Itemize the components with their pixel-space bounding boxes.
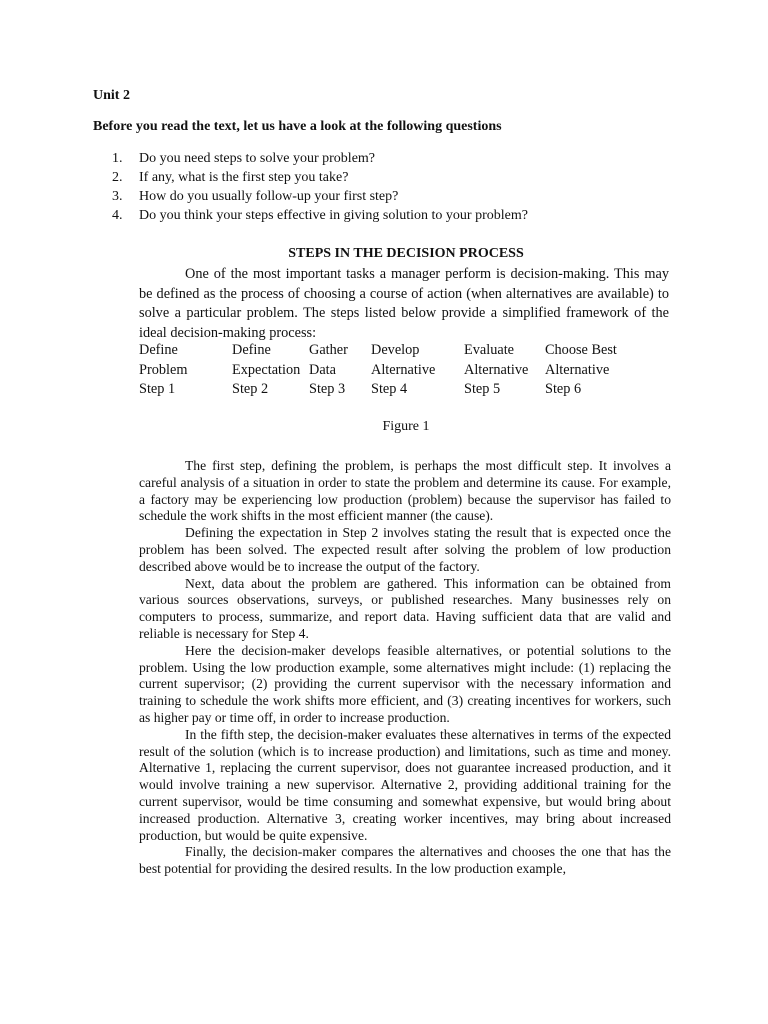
question-text: Do you need steps to solve your problem? xyxy=(139,151,376,166)
steps-cell: Alternative xyxy=(545,361,610,378)
question-item xyxy=(112,206,712,225)
steps-cell: Define xyxy=(232,342,271,358)
question-number: 2. xyxy=(112,170,123,185)
steps-cell: Develop xyxy=(371,342,420,358)
steps-table xyxy=(139,341,635,400)
question-number: 3. xyxy=(112,189,123,204)
steps-row-action xyxy=(139,341,635,361)
steps-cell: Step 2 xyxy=(232,381,269,397)
steps-row-object xyxy=(139,361,635,381)
body-paragraph: Next, data about the problem are gathered. This information can be obtained from various sources observations, surveys, or published researches. Many businesses rely on computers to process, summarize, and report data. Having sufficient data that are valid and reliable is necessary for Step 4. xyxy=(139,575,671,641)
steps-cell: Data xyxy=(309,361,336,378)
body-text xyxy=(139,458,671,878)
question-item xyxy=(112,187,712,206)
question-text: If any, what is the first step you take? xyxy=(139,170,349,185)
body-paragraph: Finally, the decision-maker compares the alternatives and chooses the one that has the best potential for providing the desired results. In the low production example, xyxy=(139,844,671,877)
body-paragraph: Defining the expectation in Step 2 involves stating the result that is expected once the problem has been solved. The expected result after solving the problem of low production described above would be to increase the output of the factory. xyxy=(139,525,671,574)
question-list xyxy=(112,149,712,225)
body-paragraph: Here the decision-maker develops feasible alternatives, or potential solutions to the problem. Using the low production example, some alternatives might include: (1) replacing the current supervisor; (2) providing the current supervisor with the necessary information and training to schedule the work shifts more efficient, and (3) creating incentives for workers, such as higher pay or time off, in order to increase production. xyxy=(139,642,671,725)
question-text: How do you usually follow-up your first step? xyxy=(139,189,399,204)
body-paragraph: In the fifth step, the decision-maker evaluates these alternatives in terms of the expected result of the solution (which is to increase production) and limitations, such as time and money. Alternative 1, replacing the current supervisor, does not guarantee increased production, and it would involve training a new supervisor. Alternative 2, providing additional training for the current supervisor, would be time consuming and somewhat expensive, but would bring about increased production. Alternative 3, creating worker incentives, may bring about increased production, but would be quite expensive. xyxy=(139,726,671,843)
question-number: 4. xyxy=(112,208,123,223)
steps-cell: Alternative xyxy=(464,361,529,378)
steps-row-number xyxy=(139,380,635,400)
figure-caption: Figure 1 xyxy=(382,419,430,434)
question-number: 1. xyxy=(112,151,123,166)
steps-cell: Gather xyxy=(309,342,348,358)
steps-cell: Step 6 xyxy=(545,381,582,397)
body-paragraph: The first step, defining the problem, is perhaps the most difficult step. It involves a careful analysis of a situation in order to state the problem and determine its cause. For example, a factory may be experiencing low production (problem) because the supervisor has failed to schedule the work shifts in the most efficient manner (the cause). xyxy=(139,458,671,524)
question-text: Do you think your steps effective in giving solution to your problem? xyxy=(139,208,528,223)
steps-cell: Define xyxy=(139,342,178,358)
unit-title: Unit 2 xyxy=(93,88,130,103)
steps-cell: Step 5 xyxy=(464,381,501,397)
intro-prompt: Before you read the text, let us have a look at the following questions xyxy=(93,119,502,134)
lead-paragraph: One of the most important tasks a manager perform is decision-making. This may be defined as the process of choosing a course of action (when alternatives are available) to solve a particular problem. The steps listed below provide a simplified framework of the ideal decision-making process: xyxy=(139,266,669,341)
steps-cell: Step 3 xyxy=(309,381,346,397)
steps-cell: Alternative xyxy=(371,361,436,378)
steps-cell: Step 4 xyxy=(371,381,408,397)
question-item xyxy=(112,168,712,187)
steps-cell: Problem xyxy=(139,361,188,378)
steps-cell: Evaluate xyxy=(464,342,515,358)
steps-cell: Step 1 xyxy=(139,381,176,397)
steps-cell: Choose Best xyxy=(545,342,617,358)
section-title: STEPS IN THE DECISION PROCESS xyxy=(288,246,524,261)
steps-cell: Expectation xyxy=(232,361,301,378)
question-item xyxy=(112,149,712,168)
